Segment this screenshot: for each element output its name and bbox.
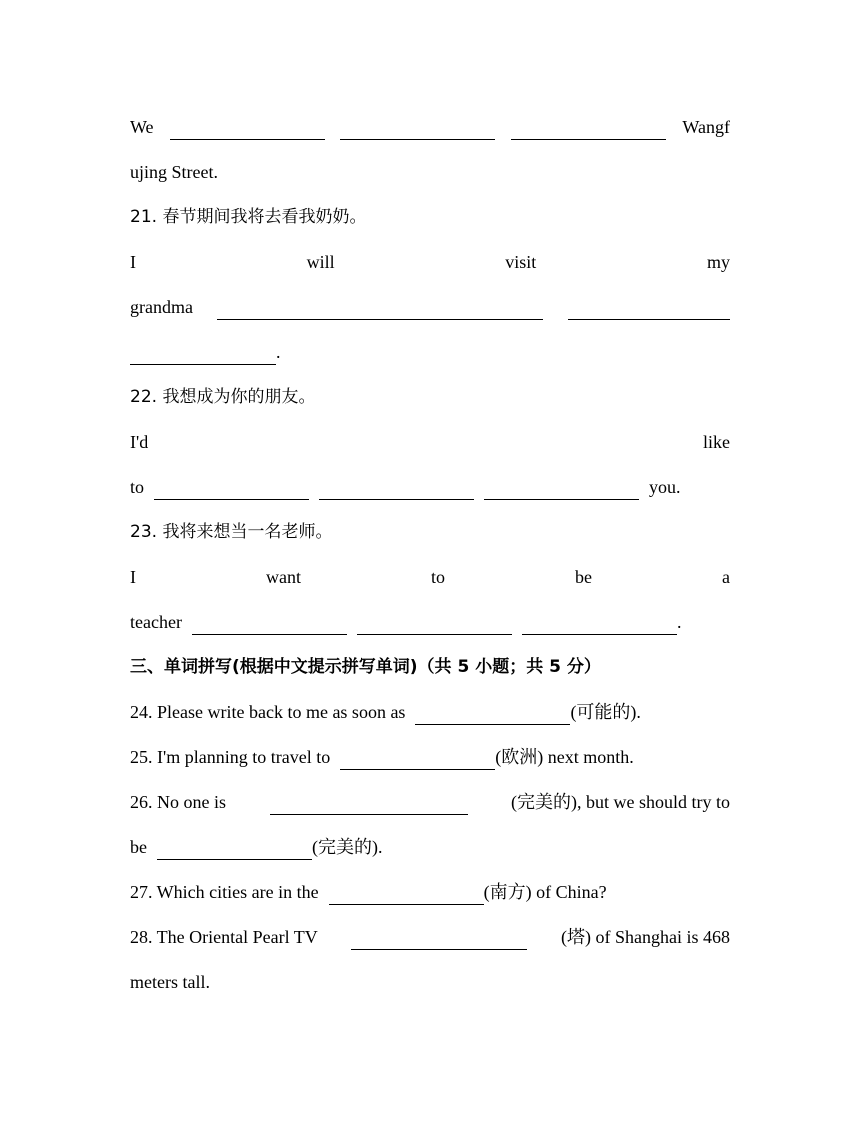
q26-text-after: (完美的), but we should try to — [511, 792, 730, 812]
q28-text-before: 28. The Oriental Pearl TV — [130, 927, 318, 947]
q28-text-after: (塔) of Shanghai is 468 — [561, 927, 730, 947]
q21-prompt: 21. 春节期间我将去看我奶奶。 — [130, 207, 367, 227]
q21-word: will — [306, 252, 335, 272]
q23-line2 — [130, 609, 730, 635]
q23-word: I — [130, 567, 136, 587]
q26-blank-1[interactable] — [270, 796, 468, 815]
q25-blank[interactable] — [340, 751, 495, 770]
q23-word: to — [430, 567, 445, 587]
q22-line1 — [130, 429, 730, 455]
q21-blank-1[interactable] — [217, 301, 543, 320]
q25-line — [130, 744, 730, 770]
q26-text-before: 26. No one is — [130, 792, 226, 812]
q26-line1 — [130, 789, 730, 815]
q21-line3 — [130, 339, 730, 365]
q27-blank[interactable] — [329, 886, 484, 905]
q21-word: my — [706, 252, 730, 272]
q22-blank-2[interactable] — [319, 481, 474, 500]
q21-word: I — [130, 252, 136, 272]
q20-line1 — [130, 114, 730, 140]
q24-text-after: (可能的). — [570, 702, 641, 722]
q22-word: like — [703, 432, 730, 452]
q22-blank-3[interactable] — [484, 481, 639, 500]
q22-word: I'd — [130, 432, 149, 452]
q26-blank-2[interactable] — [157, 841, 312, 860]
q28-line2: meters tall. — [130, 972, 210, 992]
q22-word-you: you. — [649, 477, 681, 497]
q23-line1 — [130, 564, 730, 590]
q22-prompt: 22. 我想成为你的朋友。 — [130, 387, 316, 407]
q25-text-before: 25. I'm planning to travel to — [130, 747, 331, 767]
q23-prompt: 23. 我将来想当一名老师。 — [130, 522, 333, 542]
q21-period: . — [276, 342, 281, 362]
q23-word: a — [721, 567, 730, 587]
q22-blank-1[interactable] — [154, 481, 309, 500]
q25-text-after: (欧洲) next month. — [495, 747, 634, 767]
q21-line1 — [130, 249, 730, 275]
q28-blank[interactable] — [351, 931, 527, 950]
q24-line — [130, 699, 730, 725]
q23-blank-1[interactable] — [192, 616, 347, 635]
q24-text-before: 24. Please write back to me as soon as — [130, 702, 406, 722]
q20-line2: ujing Street. — [130, 162, 218, 182]
q21-word: visit — [505, 252, 537, 272]
q23-word: be — [574, 567, 592, 587]
q26-line2 — [130, 834, 730, 860]
q24-blank[interactable] — [415, 706, 570, 725]
q27-text-after: (南方) of China? — [483, 882, 607, 902]
q20-word-we: We — [130, 117, 154, 137]
q20-blank-2[interactable] — [340, 121, 495, 140]
q26-word-be: be — [130, 837, 147, 857]
q20-blank-1[interactable] — [170, 121, 325, 140]
q23-blank-3[interactable] — [522, 616, 677, 635]
q23-word-teacher: teacher — [130, 612, 182, 632]
q21-blank-3[interactable] — [130, 346, 276, 365]
q20-word-wangf: Wangf — [682, 117, 730, 137]
q21-word-grandma: grandma — [130, 297, 193, 317]
q21-line2 — [130, 294, 730, 320]
q27-text-before: 27. Which cities are in the — [130, 882, 319, 902]
section-3-heading: 三、单词拼写(根据中文提示拼写单词)（共 5 小题；共 5 分） — [130, 657, 601, 677]
q23-word: want — [265, 567, 301, 587]
q28-line1 — [130, 924, 730, 950]
q22-word-to: to — [130, 477, 145, 497]
q20-blank-3[interactable] — [511, 121, 666, 140]
q22-line2 — [130, 474, 730, 500]
q26-text-end: (完美的). — [312, 837, 383, 857]
q23-blank-2[interactable] — [357, 616, 512, 635]
q23-period: . — [676, 612, 682, 632]
q27-line — [130, 879, 730, 905]
q21-blank-2[interactable] — [568, 301, 730, 320]
